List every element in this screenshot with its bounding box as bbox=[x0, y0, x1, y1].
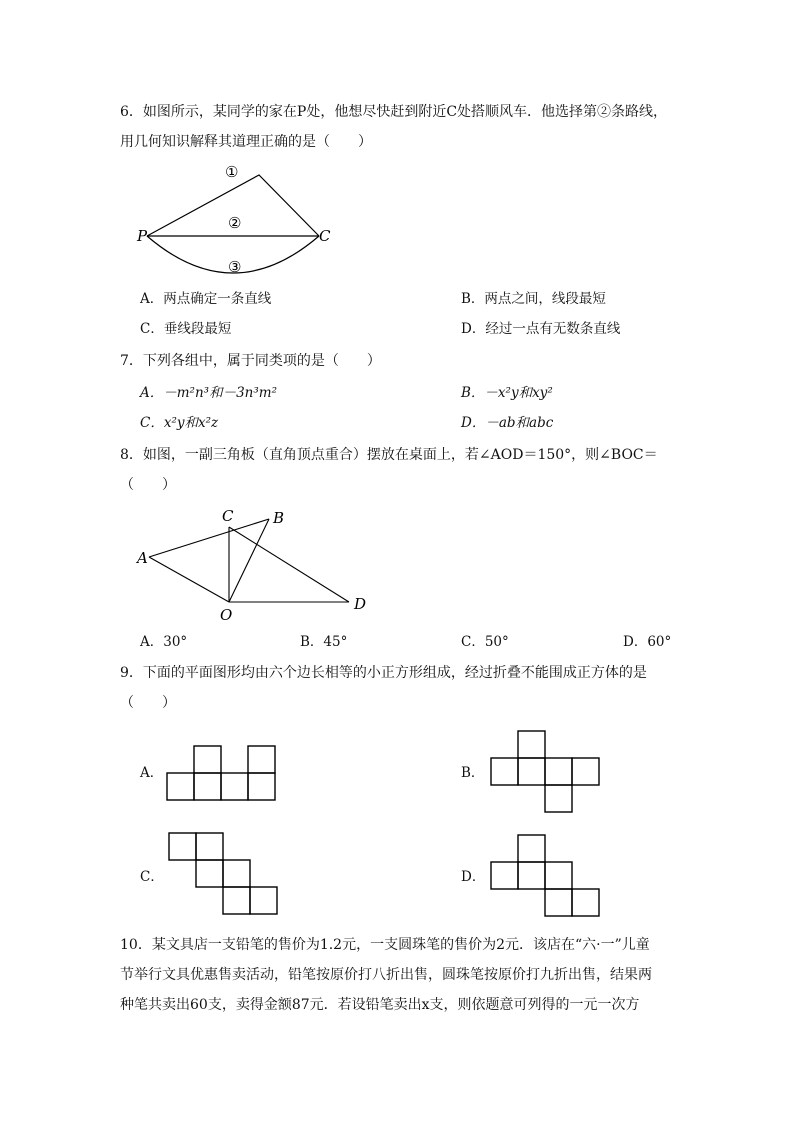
q8-option-c: C．50° bbox=[461, 634, 509, 650]
q8-triangle-figure bbox=[133, 505, 373, 630]
net-square bbox=[572, 758, 599, 785]
net-square bbox=[518, 862, 545, 889]
net-square bbox=[221, 773, 248, 800]
q9-label-a: A． bbox=[140, 765, 164, 781]
q9-net-a bbox=[166, 745, 279, 801]
point-c-label: C bbox=[319, 227, 331, 245]
q10-stem-line2: 节举行文具优惠售卖活动，铅笔按原价打八折出售，圆珠笔按原价打九折出售，结果两 bbox=[120, 967, 652, 983]
q9-label-c: C． bbox=[140, 869, 164, 885]
net-square bbox=[194, 773, 221, 800]
net-square bbox=[196, 860, 223, 887]
q6-stem-line2: 用几何知识解释其道理正确的是（ ） bbox=[120, 134, 372, 150]
q9-label-d: D． bbox=[461, 869, 486, 885]
q8-option-b: B．45° bbox=[300, 634, 348, 650]
q7-option-a: A．－m²n³和－3n³m² bbox=[140, 385, 277, 401]
net-square bbox=[248, 746, 275, 773]
segment-a-o bbox=[149, 557, 229, 602]
q8-stem-line1: 8．如图，一副三角板（直角顶点重合）摆放在桌面上，若∠AOD＝150°，则∠BOC＝ bbox=[120, 447, 658, 463]
q6-stem-line1: 6．如图所示，某同学的家在P处，他想尽快赶到附近C处搭顺风车．他选择第②条路线， bbox=[120, 104, 668, 120]
q6-option-a: A．两点确定一条直线 bbox=[140, 291, 272, 307]
q9-net-b bbox=[490, 730, 603, 814]
q9-net-d bbox=[490, 834, 603, 918]
route-2-label: ② bbox=[228, 214, 242, 232]
net-square bbox=[491, 758, 518, 785]
net-square bbox=[491, 862, 518, 889]
q7-option-c: C．x²y和x²z bbox=[140, 415, 219, 431]
q6-option-d: D．经过一点有无数条直线 bbox=[461, 321, 621, 337]
q7-stem: 7．下列各组中，属于同类项的是（ ） bbox=[120, 353, 381, 369]
net-square bbox=[194, 746, 221, 773]
route-3-label: ③ bbox=[228, 258, 242, 276]
q7-option-b: B．－x²y和xy² bbox=[461, 385, 553, 401]
q8-stem-line2: （ ） bbox=[120, 477, 176, 493]
segment-a-b bbox=[149, 519, 269, 557]
segment-b-o bbox=[229, 519, 269, 602]
net-square bbox=[248, 773, 275, 800]
q9-label-b: B． bbox=[461, 765, 485, 781]
net-square bbox=[518, 758, 545, 785]
route-1-label: ① bbox=[225, 163, 239, 181]
net-square bbox=[250, 887, 277, 914]
q9-stem-line1: 9．下面的平面图形均由六个边长相等的小正方形组成，经过折叠不能围成正方体的是 bbox=[120, 665, 647, 681]
q10-stem-line1: 10．某文具店一支铅笔的售价为1.2元，一支圆珠笔的售价为2元．该店在“六·一”儿童 bbox=[120, 937, 650, 953]
net-square bbox=[223, 887, 250, 914]
q9-stem-line2: （ ） bbox=[120, 695, 176, 711]
net-square bbox=[518, 835, 545, 862]
point-a-label: A bbox=[137, 549, 148, 567]
q8-option-a: A．30° bbox=[140, 634, 188, 650]
net-square bbox=[545, 758, 572, 785]
point-p-label: P bbox=[137, 227, 148, 245]
q6-option-b: B．两点之间，线段最短 bbox=[461, 291, 606, 307]
net-square bbox=[169, 833, 196, 860]
q6-option-c: C．垂线段最短 bbox=[140, 321, 232, 337]
point-c-label: C bbox=[222, 507, 234, 525]
point-d-label: D bbox=[354, 595, 367, 613]
net-square bbox=[223, 860, 250, 887]
q10-stem-line3: 种笔共卖出60支，卖得金额87元．若设铅笔卖出x支，则依题意可列得的一元一次方 bbox=[120, 997, 640, 1013]
net-square bbox=[167, 773, 194, 800]
q9-net-c bbox=[168, 832, 281, 916]
net-square bbox=[196, 833, 223, 860]
net-square bbox=[518, 731, 545, 758]
q6-route-figure bbox=[133, 160, 333, 280]
q8-option-d: D．60° bbox=[623, 634, 672, 650]
net-square bbox=[545, 862, 572, 889]
net-square bbox=[545, 785, 572, 812]
net-square bbox=[545, 889, 572, 916]
point-b-label: B bbox=[273, 509, 285, 527]
point-o-label: O bbox=[220, 606, 233, 624]
net-square bbox=[572, 889, 599, 916]
q7-option-d: D．－ab和abc bbox=[461, 415, 554, 431]
